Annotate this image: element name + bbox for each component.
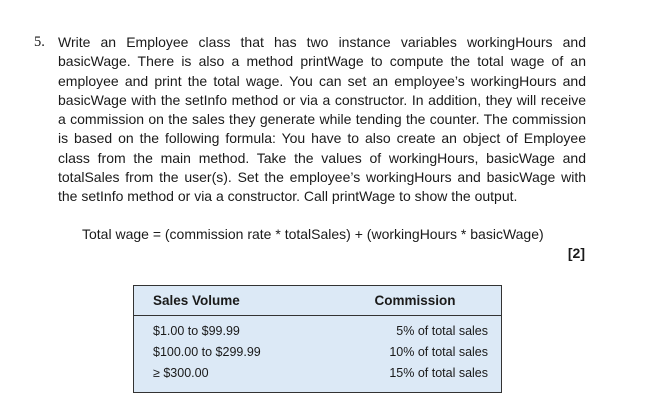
- header-commission: Commission: [329, 286, 501, 316]
- sales-volume-cell: $1.00 to $99.99: [153, 323, 240, 338]
- commission-cell: 10% of total sales: [389, 344, 488, 359]
- commission-cell: 5% of total sales: [396, 323, 488, 338]
- question-number: 5.: [34, 34, 45, 50]
- commission-table: [133, 285, 502, 393]
- table-row: [134, 316, 501, 342]
- question-block: [34, 33, 586, 207]
- sales-volume-cell: $100.00 to $299.99: [153, 344, 261, 359]
- header-sales-volume: Sales Volume: [134, 286, 329, 316]
- question-text: Write an Employee class that has two instance variables workingHours and basicWage. There is also a method printWage to compute the total wage of an employee and print the total wage. You can set an employee’s workingHours and basicWage with the setInfo method or via a constructor. In addition, they will receive a commission on the sales they generate while tending the counter. The commission is based on the following formula: You have to also create an object of Employee class from the main method. Take the values of workingHours, basicWage and totalSales from the user(s). Set the employee’s workingHours and basicWage with the setInfo method or via a constructor. Call printWage to show the output.: [58, 34, 586, 205]
- total-wage-formula: Total wage = (commission rate * totalSales) + (workingHours * basicWage): [82, 226, 544, 242]
- commission-cell: 15% of total sales: [389, 365, 488, 380]
- table-row: [134, 362, 501, 383]
- marks-label: [2]: [567, 245, 585, 261]
- table-row: [134, 341, 501, 362]
- table-header-row: [134, 286, 501, 316]
- sales-volume-cell: ≥ $300.00: [153, 365, 209, 380]
